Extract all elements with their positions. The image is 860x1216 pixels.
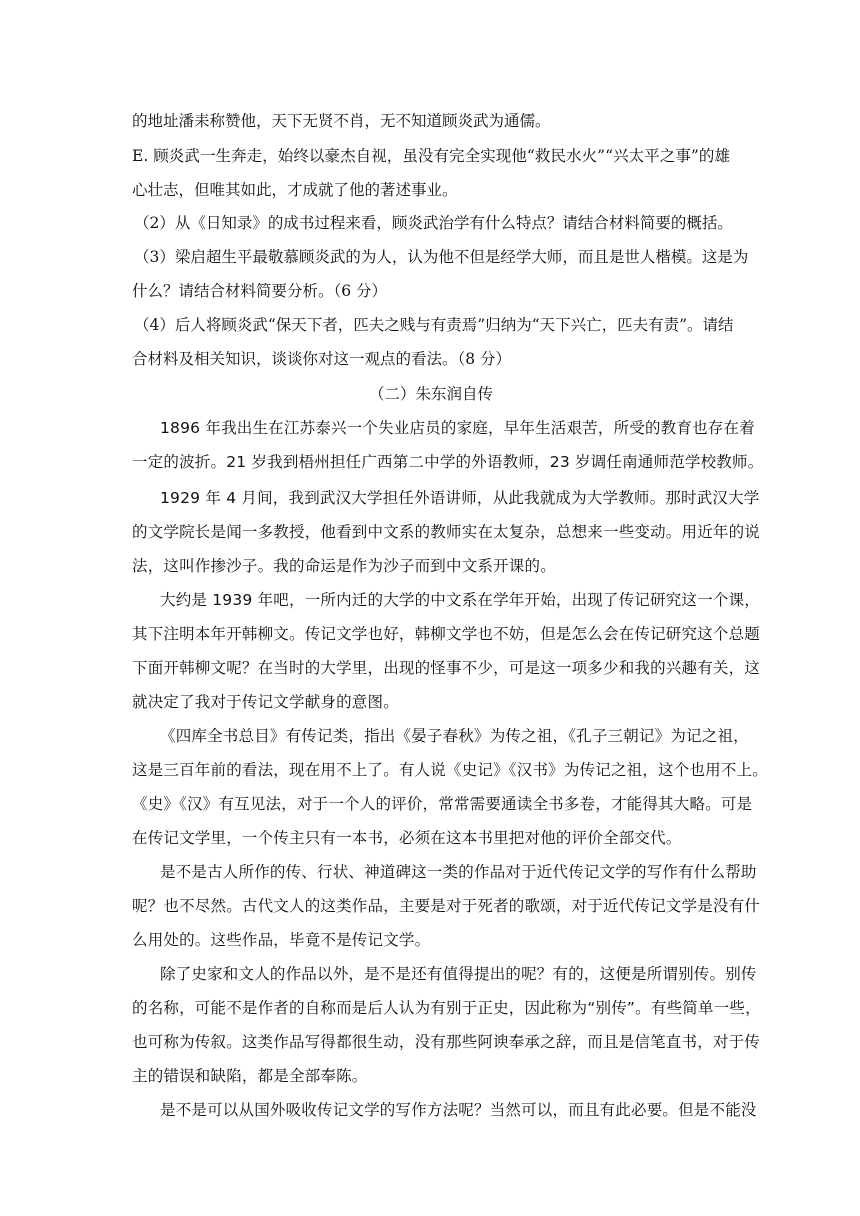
text-line: 心壮志，但唯其如此，才成就了他的著述事业。 bbox=[132, 181, 458, 199]
paragraph-line: 的名称，可能不是作者的自称而是后人认为有别于正史，因此称为“别传”。有些简单一些， bbox=[132, 999, 761, 1017]
text-line: 什么？请结合材料简要分析。（6 分） bbox=[132, 282, 388, 300]
paragraph-line: 法，这叫作掺沙子。我的命运是作为沙子而到中文系开课的。 bbox=[132, 557, 556, 575]
paragraph-line: 是不是可以从国外吸收传记文学的写作方法呢？当然可以，而且有此必要。但是不能没 bbox=[160, 1101, 757, 1119]
question-4: （4）后人将顾炎武“保天下者，匹夫之贱与有责焉”归纳为“天下兴亡，匹夫有责”。请结 bbox=[134, 316, 734, 334]
paragraph-line: 下面开韩柳文呢？在当时的大学里，出现的怪事不少，可是这一项多少和我的兴趣有关，这 bbox=[132, 659, 761, 677]
paragraph-line: 《史》《汉》有互见法，对于一个人的评价，常常需要通读全书多卷，才能得其大略。可是 bbox=[132, 795, 753, 813]
paragraph-line: 一定的波折。21 岁我到梧州担任广西第二中学的外语教师，23 岁调任南通师范学校教师。 bbox=[132, 453, 764, 471]
paragraph-line: 么用处的。这些作品，毕竟不是传记文学。 bbox=[132, 931, 431, 949]
question-2: （2）从《日知录》的成书过程来看，顾炎武治学有什么特点？请结合材料简要的概括。 bbox=[134, 214, 733, 232]
option-e-line: E. 顾炎武一生奔走，始终以豪杰自视，虽没有完全实现他“救民水火”“兴太平之事”的雄 bbox=[132, 147, 730, 165]
text-line: 的地址潘耒称赞他，天下无贤不肖，无不知道顾炎武为通儒。 bbox=[132, 112, 551, 130]
paragraph-line: 的文学院长是闻一多教授，他看到中文系的教师实在太复杂，总想来一些变动。用近年的说 bbox=[132, 523, 761, 541]
paragraph-line: 在传记文学里，一个传主只有一本书，必须在这本书里把对他的评价全部交代。 bbox=[132, 829, 682, 847]
paragraph-line: 这是三百年前的看法，现在用不上了。有人说《史记》《汉书》为传记之祖，这个也用不上。 bbox=[132, 761, 768, 779]
paragraph-line: 呢？也不尽然。古代文人的这类作品，主要是对于死者的歌颂，对于近代传记文学是没有什 bbox=[132, 897, 761, 915]
section-title: （二）朱东润自传 bbox=[368, 385, 493, 403]
paragraph-line: 1929 年 4 月间，我到武汉大学担任外语讲师，从此我就成为大学教师。那时武汉大学 bbox=[160, 489, 760, 507]
paragraph-line: 其下注明本年开韩柳文。传记文学也好，韩柳文学也不妨，但是怎么会在传记研究这个总题 bbox=[132, 625, 761, 643]
paragraph-line: 大约是 1939 年吧，一所内迁的大学的中文系在学年开始，出现了传记研究这一个课， bbox=[160, 591, 761, 609]
paragraph-line: 就决定了我对于传记文学献身的意图。 bbox=[132, 693, 399, 711]
paragraph-line: 主的错误和缺陷，都是全部奉陈。 bbox=[132, 1067, 368, 1085]
paragraph-line: 《四库全书总目》有传记类，指出《晏子春秋》为传之祖，《孔子三朝记》为记之祖， bbox=[160, 727, 749, 745]
paragraph-line: 除了史家和文人的作品以外，是不是还有值得提出的呢？有的，这便是所谓别传。别传 bbox=[160, 965, 757, 983]
paragraph-line: 1896 年我出生在江苏泰兴一个失业店员的家庭，早年生活艰苦，所受的教育也存在着 bbox=[160, 419, 755, 437]
paragraph-line: 是不是古人所作的传、行状、神道碑这一类的作品对于近代传记文学的写作有什么帮助 bbox=[160, 863, 757, 881]
question-3: （3）梁启超生平最敬慕顾炎武的为人，认为他不但是经学大师，而且是世人楷模。这是为 bbox=[134, 248, 749, 266]
text-line: 合材料及相关知识，谈谈你对这一观点的看法。（8 分） bbox=[132, 350, 512, 368]
paragraph-line: 也可称为传叙。这类作品写得都很生动，没有那些阿谀奉承之辞，而且是信笔直书，对于传 bbox=[132, 1033, 761, 1051]
